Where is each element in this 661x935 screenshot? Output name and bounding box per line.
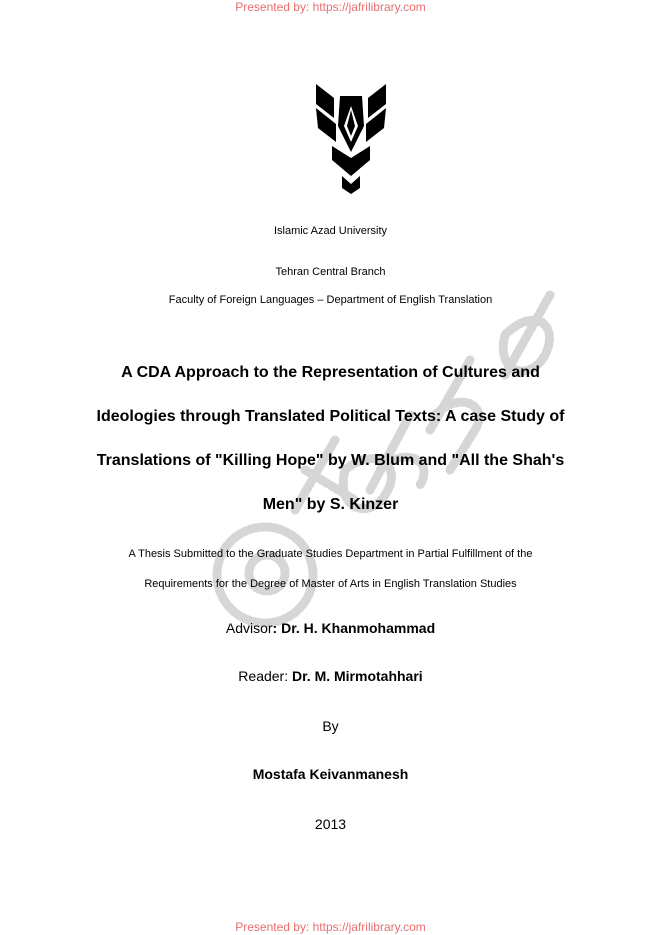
reader-name: Dr. M. Mirmotahhari	[292, 668, 423, 684]
bottom-banner-link[interactable]: Presented by: https://jafrilibrary.com	[235, 920, 426, 934]
university-name: Islamic Azad University	[273, 225, 388, 237]
reader-line	[0, 668, 661, 684]
thesis-title-line-2: Ideologies through Translated Political Texts: A case Study of	[96, 408, 565, 425]
thesis-statement-line-2: Requirements for the Degree of Master of Arts in English Translation Studies	[144, 578, 517, 590]
year: 2013	[314, 816, 347, 832]
advisor-label: Advisor	[225, 620, 273, 636]
top-banner-link[interactable]: Presented by: https://jafrilibrary.com	[235, 0, 426, 14]
reader-label: Reader:	[238, 668, 292, 684]
thesis-statement-line-1: A Thesis Submitted to the Graduate Studies Department in Partial Fulfillment of the	[128, 548, 533, 560]
thesis-title-line-1: A CDA Approach to the Representation of Cultures and	[121, 364, 540, 381]
advisor-name: : Dr. H. Khanmohammad	[272, 620, 436, 636]
faculty-name: Faculty of Foreign Languages – Department of English Translation	[168, 294, 493, 306]
by-label: By	[322, 718, 339, 734]
branch-name: Tehran Central Branch	[275, 266, 386, 278]
university-emblem-icon	[314, 80, 388, 196]
thesis-title-line-3: Translations of "Killing Hope" by W. Blum and "All the Shah's	[96, 452, 565, 469]
thesis-title-line-4: Men" by S. Kinzer	[262, 496, 399, 513]
author-name: Mostafa Keivanmanesh	[252, 766, 409, 782]
advisor-line	[0, 620, 661, 636]
